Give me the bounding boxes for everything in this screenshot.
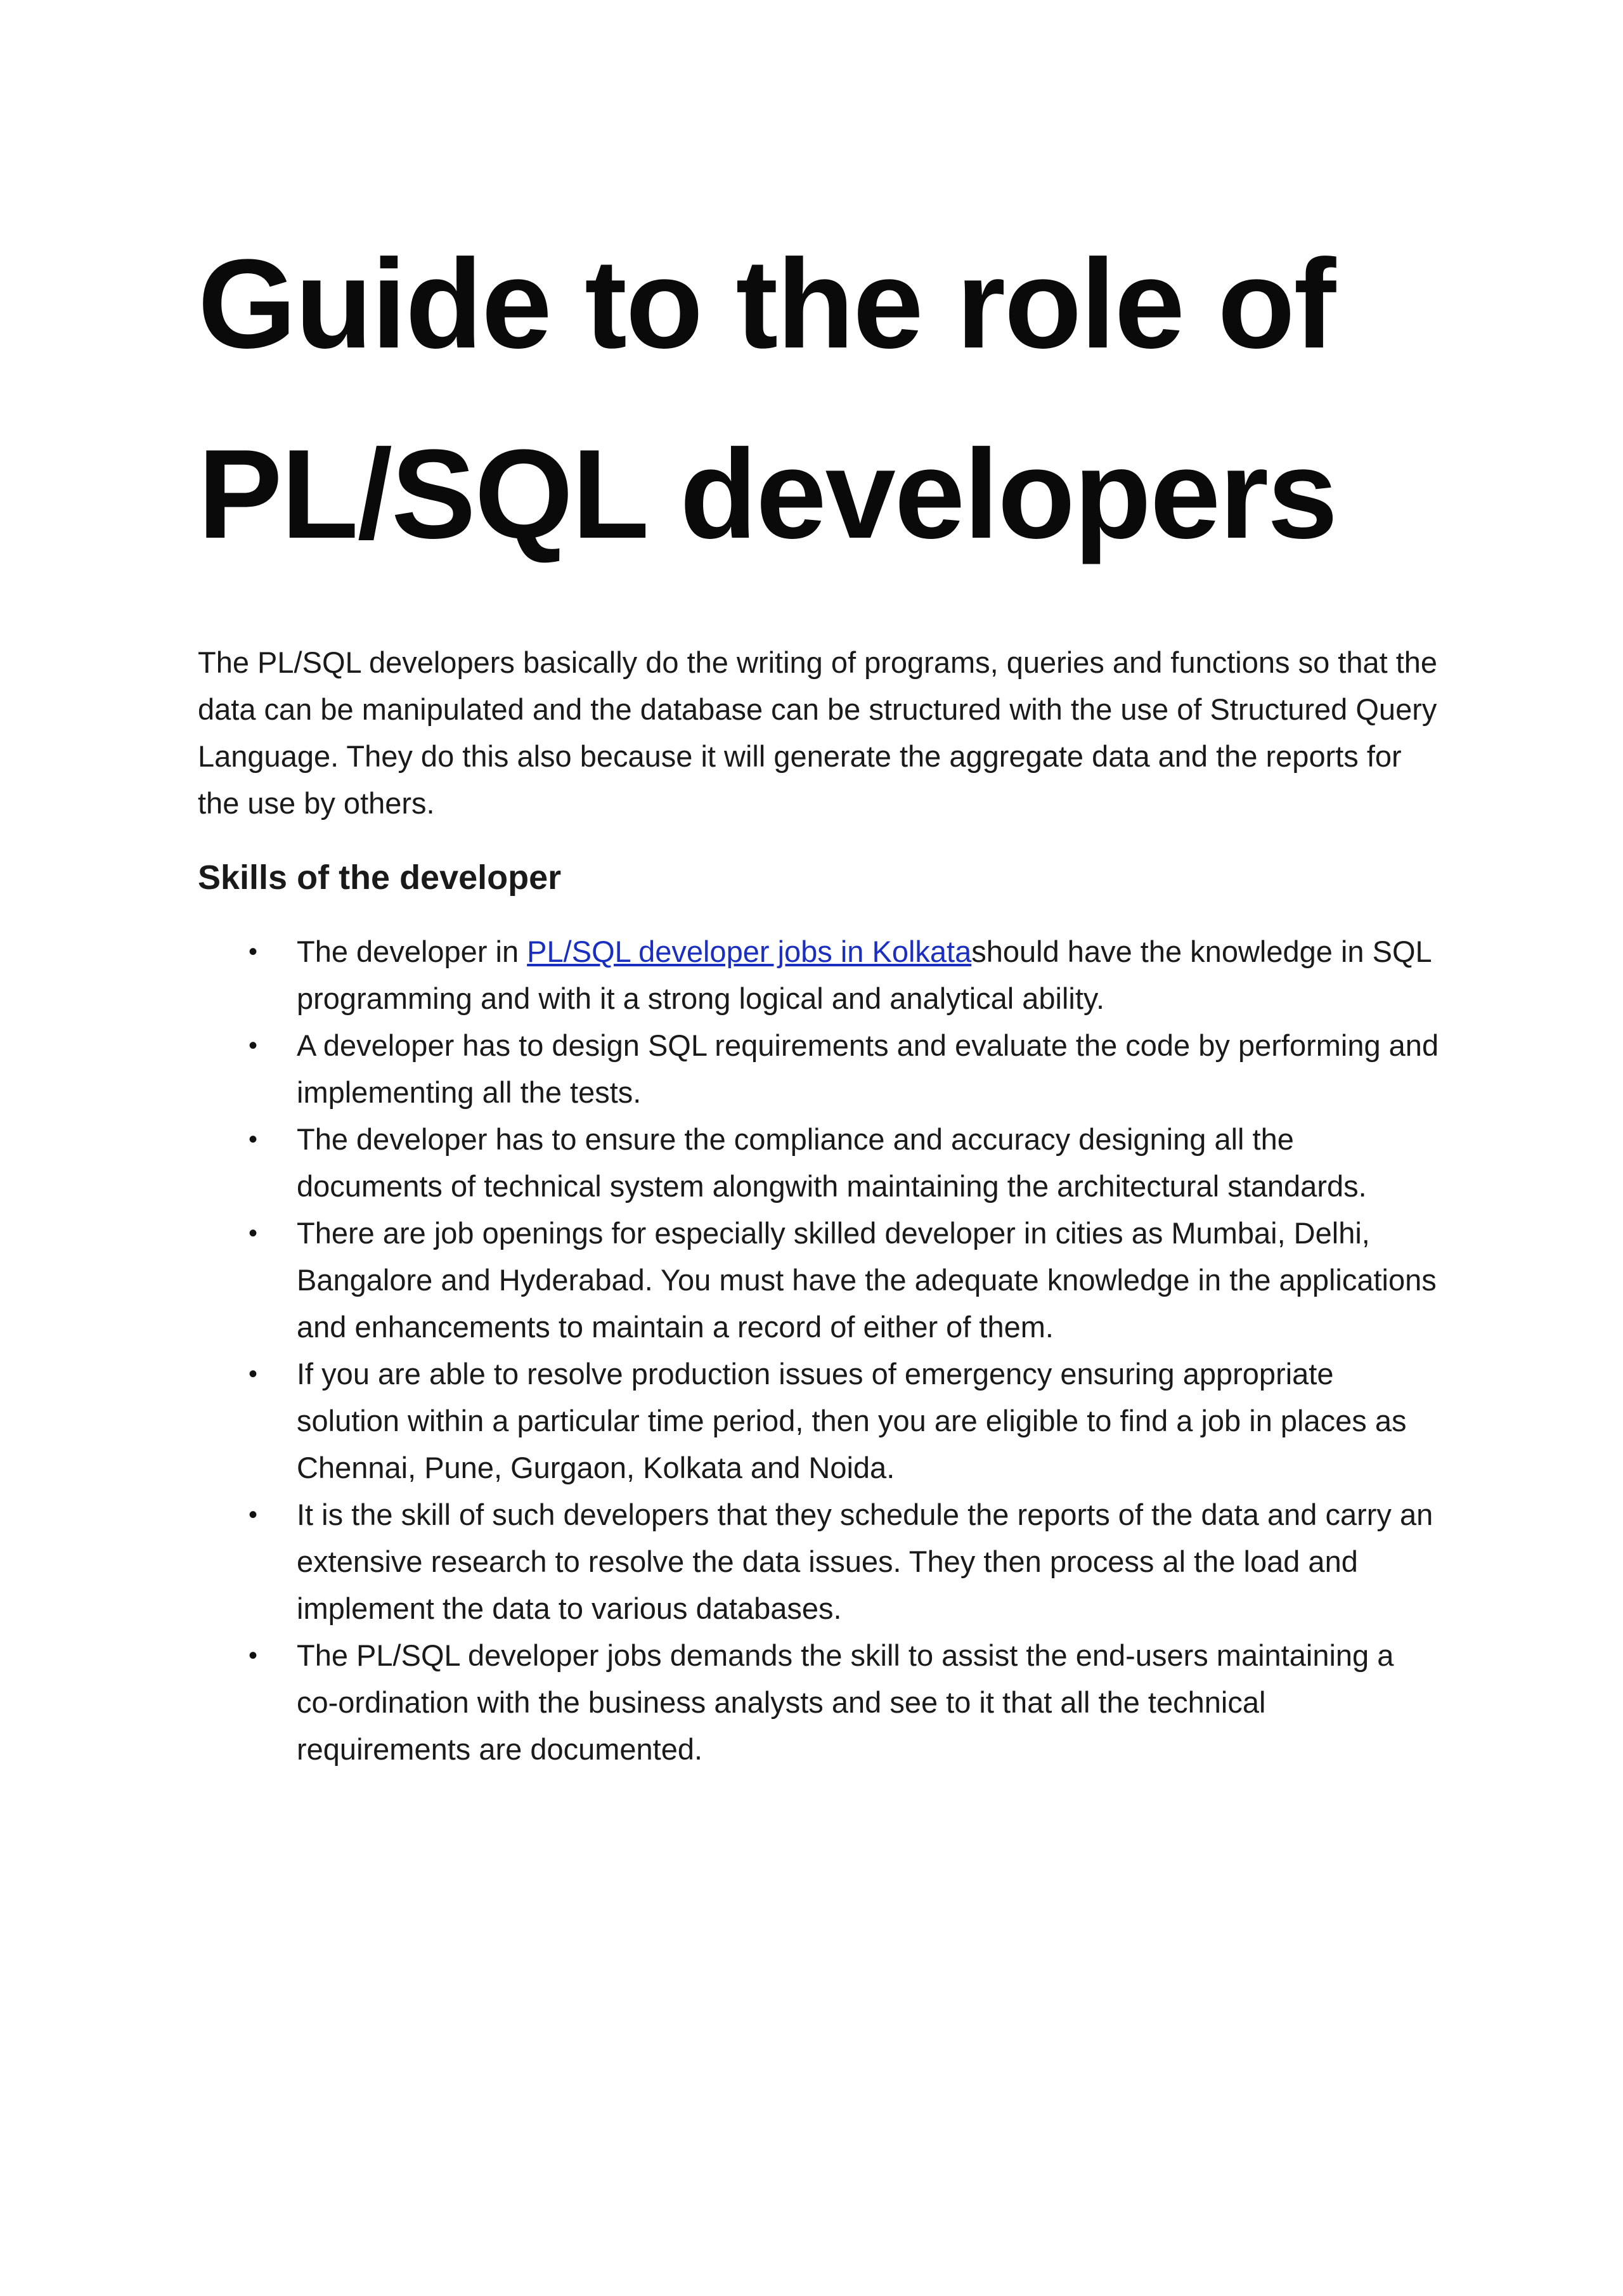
list-item-text: A developer has to design SQL requirements and evaluate the code by performing and implementing all the tests. [297, 1028, 1439, 1109]
bullet-icon: • [249, 1360, 258, 1388]
bullet-icon: • [249, 1501, 258, 1529]
kolkata-jobs-link[interactable]: PL/SQL developer jobs in Kolkata [527, 935, 972, 968]
list-item [198, 1491, 1440, 1632]
list-item-text: The PL/SQL developer jobs demands the skill to assist the end-users maintaining a co-ordination with the business analysts and see to it that all the technical requirements are documented. [297, 1638, 1394, 1766]
document-page [198, 209, 1440, 1773]
list-item-text: The developer in [297, 935, 527, 968]
page-title [198, 209, 1440, 590]
section-heading-skills: Skills of the developer [198, 859, 562, 897]
intro-paragraph: The PL/SQL developers basically do the writing of programs, queries and functions so that the data can be manipulated and the database can be structured with the use of Structured Query Language. They do this also because it will generate the aggregate data and the reports for the use by others. [198, 645, 1438, 820]
bullet-icon: • [249, 1219, 258, 1247]
bullet-icon: • [249, 1032, 258, 1060]
list-item [198, 1632, 1440, 1773]
list-item [198, 1351, 1440, 1491]
list-item-text: If you are able to resolve production issues of emergency ensuring appropriate solution within a particular time period, then you are eligible to find a job in places as Chennai, Pune, Gurgaon, Kolkata and Noida. [297, 1357, 1407, 1484]
title-line-2: PL/SQL developers [198, 424, 1337, 565]
list-item-text: should have the knowledge in SQL programming and with it a strong logical and analytical ability. [297, 935, 1431, 1015]
bullet-icon: • [249, 938, 258, 966]
skills-list [198, 928, 1440, 1773]
list-item-text: It is the skill of such developers that they schedule the reports of the data and carry an extensive research to resolve the data issues. They then process al the load and implement the data to various databases. [297, 1498, 1433, 1625]
title-line-1: Guide to the role of [198, 233, 1335, 375]
list-item [198, 1116, 1440, 1210]
list-item [198, 928, 1440, 1022]
list-item [198, 1022, 1440, 1116]
list-item-text: There are job openings for especially skilled developer in cities as Mumbai, Delhi, Bangalore and Hyderabad. You must have the adequate knowledge in the applications and enhancements to maintain a record of either of them. [297, 1216, 1437, 1344]
list-item [198, 1210, 1440, 1351]
bullet-icon: • [249, 1125, 258, 1153]
bullet-icon: • [249, 1642, 258, 1670]
list-item-text: The developer has to ensure the compliance and accuracy designing all the documents of technical system alongwith maintaining the architectural standards. [297, 1122, 1367, 1203]
